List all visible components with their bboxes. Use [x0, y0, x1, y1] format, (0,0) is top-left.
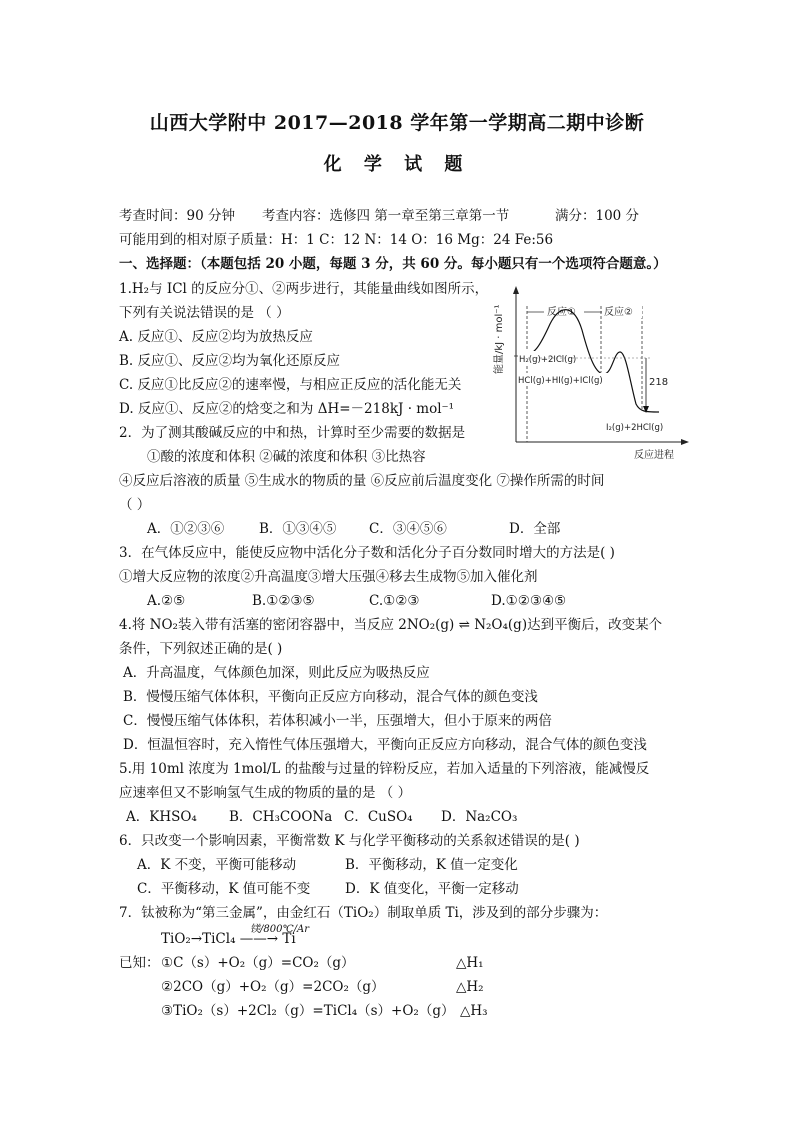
q7-condition: 镁/800℃/Ar — [250, 924, 310, 935]
q7-reaction-2: ②2CO（g）+O₂（g）=2CO₂（g） — [161, 979, 385, 995]
q7-reaction-3: ③TiO₂（s）+2Cl₂（g）=TiCl₄（s）+O₂（g） — [161, 1003, 455, 1019]
q7-enthalpy-1: △H₁ — [456, 955, 484, 971]
page-title: 山西大学附中 2017—2018 学年第一学期高二期中诊断 — [149, 112, 645, 134]
q5-option-c: C．CuSO₄ — [344, 809, 413, 825]
q5-option-b: B．CH₃COONa — [229, 809, 333, 825]
q6-option-b: B．平衡移动，K 值一定变化 — [345, 857, 518, 873]
q2-option-d: D．全部 — [509, 521, 561, 537]
q4-stem-2: 条件，下列叙述正确的是( ) — [119, 641, 283, 657]
q3-option-b: B.①②③⑤ — [252, 593, 315, 609]
q4-option-d: D．恒温恒容时，充入惰性气体压强增大，平衡向正反应方向移动，混合气体的颜色变浅 — [123, 737, 647, 753]
energy-diagram — [484, 282, 694, 462]
q2-option-b: B．①③④⑤ — [259, 521, 337, 537]
q7-enthalpy-3: △H₃ — [460, 1003, 488, 1019]
q4-stem-1: 4.将 NO₂装入带有活塞的密闭容器中，当反应 2NO₂(g) ⇌ N₂O₄(g)达到平衡后，改变某个 — [119, 617, 663, 633]
q7-enthalpy-2: △H₂ — [456, 979, 484, 995]
y-axis-arrow — [513, 286, 519, 294]
q7-scheme: TiO₂→TiCl₄ ——→ Ti — [161, 931, 296, 947]
q4-option-b: B．慢慢压缩气体体积，平衡向正反应方向移动，混合气体的颜色变浅 — [123, 689, 538, 705]
exam-time: 考查时间：90 分钟 — [119, 208, 235, 224]
page-subtitle: 化 学 试 题 — [323, 154, 471, 175]
q1-stem-1: 1.H₂与 ICl 的反应分①、②两步进行，其能量曲线如图所示， — [119, 281, 489, 297]
q3-stem: 3．在气体反应中，能使反应物中活化分子数和活化分子百分数同时增大的方法是( ) — [119, 545, 615, 561]
q2-items-2: ④反应后溶液的质量 ⑤生成水的物质的量 ⑥反应前后温度变化 ⑦操作所需的时间 — [119, 473, 605, 489]
q5-stem-1: 5.用 10ml 浓度为 1mol/L 的盐酸与过量的锌粉反应，若加入适量的下列溶液，能减慢反 — [119, 761, 650, 777]
intermediate-label: HCl(g)+HI(g)+ICl(g) — [518, 376, 603, 386]
step1-label: 反应① — [547, 307, 576, 318]
q5-option-d: D．Na₂CO₃ — [441, 809, 518, 825]
q6-option-c: C．平衡移动，K 值可能不变 — [137, 881, 311, 897]
reactants-label: H₂(g)+2ICl(g) — [519, 355, 577, 365]
q1-option-c: C. 反应①比反应②的速率慢，与相应正反应的活化能无关 — [119, 377, 462, 393]
q7-reaction-1: ①C（s）+O₂（g）=CO₂（g） — [161, 955, 355, 971]
products-label: I₂(g)+2HCl(g) — [606, 423, 664, 433]
q2-answer-paren: （ ） — [119, 497, 151, 513]
q2-stem: 2．为了测其酸碱反应的中和热，计算时至少需要的数据是 — [119, 425, 466, 441]
q5-option-a: A．KHSO₄ — [126, 809, 197, 825]
q3-option-a: A.②⑤ — [147, 593, 186, 609]
x-axis-label: 反应进程 — [634, 450, 674, 461]
q3-option-d: D.①②③④⑤ — [491, 593, 567, 609]
delta-value: 218 — [649, 377, 669, 388]
q7-stem: 7．钛被称为“第三金属”，由金红石（TiO₂）制取单质 Ti，涉及到的部分步骤为： — [119, 905, 608, 921]
q6-option-d: D．K 值变化，平衡一定移动 — [345, 881, 519, 897]
section-heading: 一、选择题：（本题包括 20 小题，每题 3 分，共 60 分。每小题只有一个选项符合题意。） — [119, 256, 667, 272]
step2-label: 反应② — [604, 307, 633, 318]
x-axis-arrow — [681, 439, 689, 445]
q1-option-b: B. 反应①、反应②均为氧化还原反应 — [119, 353, 341, 369]
atomic-masses: 可能用到的相对原子质量：H：1 C：12 N：14 O：16 Mg：24 Fe:56 — [119, 232, 554, 248]
y-axis-label: 能量/kJ · mol⁻¹ — [494, 304, 505, 374]
q1-option-a: A. 反应①、反应②均为放热反应 — [119, 329, 313, 345]
q4-option-a: A．升高温度，气体颜色加深，则此反应为吸热反应 — [123, 665, 430, 681]
q3-option-c: C.①②③ — [369, 593, 420, 609]
q6-option-a: A．K 不变，平衡可能移动 — [137, 857, 297, 873]
q1-option-d: D. 反应①、反应②的焓变之和为 ΔH=－218kJ · mol⁻¹ — [119, 401, 455, 417]
exam-content: 考查内容：选修四 第一章至第三章第一节 — [262, 208, 510, 224]
q7-known: 已知： — [119, 955, 160, 971]
exam-score: 满分：100 分 — [555, 208, 640, 224]
q2-option-c: C．③④⑤⑥ — [369, 521, 447, 537]
q5-stem-2: 应速率但又不影响氢气生成的物质的量的是 （ ） — [119, 785, 412, 801]
q6-stem: 6．只改变一个影响因素，平衡常数 K 与化学平衡移动的关系叙述错误的是( ) — [119, 833, 580, 849]
q4-option-c: C．慢慢压缩气体体积，若体积减小一半，压强增大，但小于原来的两倍 — [123, 713, 552, 729]
q3-items: ①增大反应物的浓度②升高温度③增大压强④移去生成物⑤加入催化剂 — [119, 569, 538, 585]
q1-stem-2: 下列有关说法错误的是 （ ） — [119, 305, 290, 321]
q2-option-a: A．①②③⑥ — [147, 521, 225, 537]
q2-items-1: ①酸的浓度和体积 ②碱的浓度和体积 ③比热容 — [147, 449, 426, 465]
